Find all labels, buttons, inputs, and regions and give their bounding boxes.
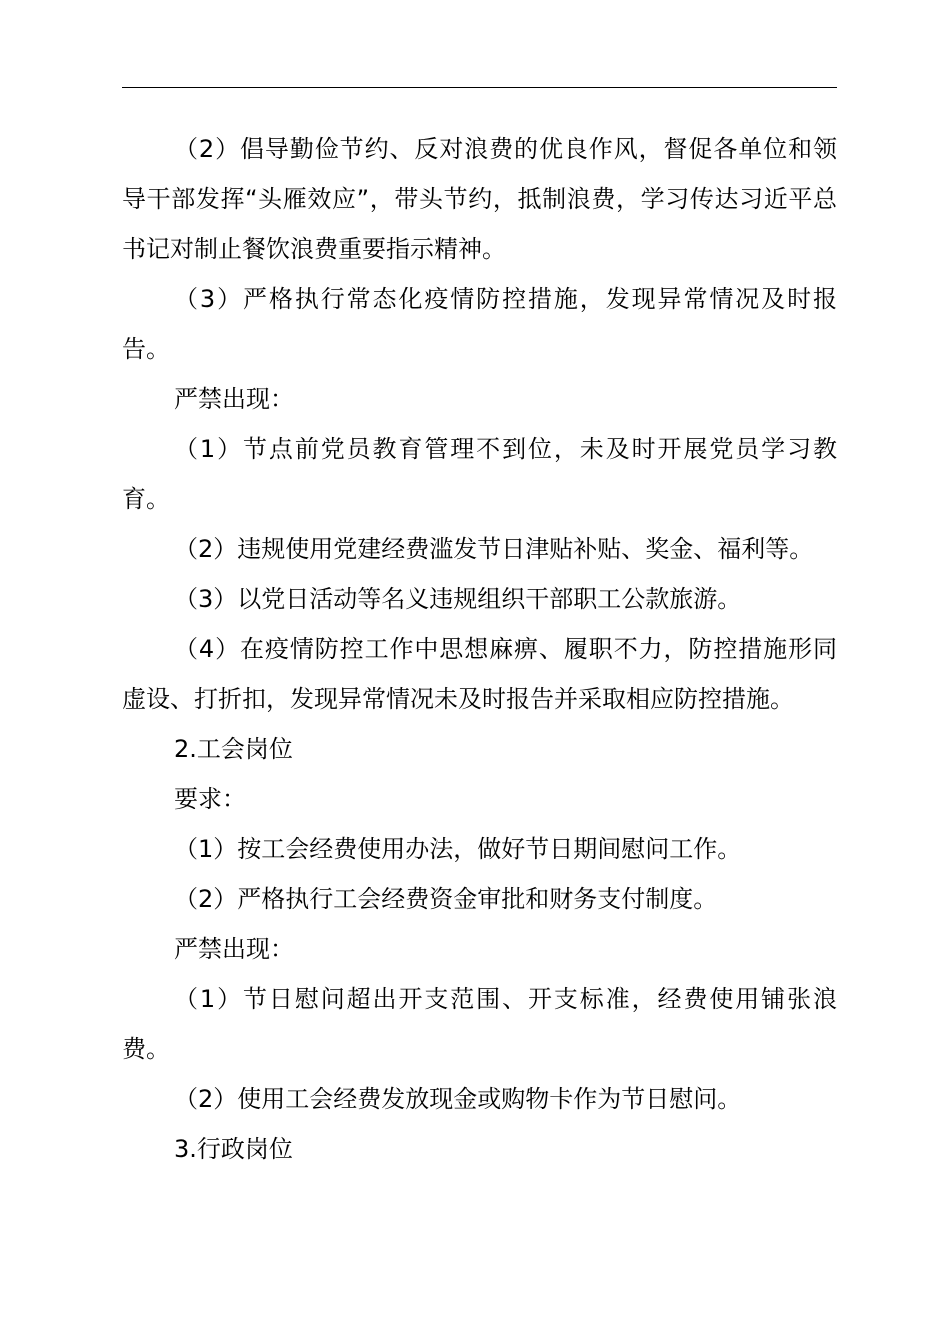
paragraph-prohibited-1: （1）节点前党员教育管理不到位，未及时开展党员学习教育。 <box>122 435 837 513</box>
paragraph-requirements-heading: 要求： <box>174 785 246 813</box>
paragraph-prohibited-2: （2）违规使用党建经费滥发节日津贴补贴、奖金、福利等。 <box>174 535 814 563</box>
document-body <box>122 124 837 1174</box>
paragraph-union-req-1: （1）按工会经费使用办法，做好节日期间慰问工作。 <box>174 835 742 863</box>
paragraph-prohibited-heading: 严禁出现： <box>174 385 294 413</box>
paragraph-union-prohibited-heading: 严禁出现： <box>174 935 294 963</box>
section-heading-admin: 3.行政岗位 <box>174 1135 293 1163</box>
paragraph-union-prohibited-1: （1）节日慰问超出开支范围、开支标准，经费使用铺张浪费。 <box>122 985 837 1063</box>
paragraph-union-prohibited-2: （2）使用工会经费发放现金或购物卡作为节日慰问。 <box>174 1085 742 1113</box>
paragraph-party-thrift: （2）倡导勤俭节约、反对浪费的优良作风，督促各单位和领导干部发挥“头雁效应”，带头节约，抵制浪费，学习传达习近平总书记对制止餐饮浪费重要指示精神。 <box>122 135 837 263</box>
paragraph-union-req-2: （2）严格执行工会经费资金审批和财务支付制度。 <box>174 885 718 913</box>
paragraph-prohibited-3: （3）以党日活动等名义违规组织干部职工公款旅游。 <box>174 585 742 613</box>
header-rule <box>122 87 837 88</box>
paragraph-party-epidemic: （3）严格执行常态化疫情防控措施，发现异常情况及时报告。 <box>122 285 837 363</box>
paragraph-prohibited-4: （4）在疫情防控工作中思想麻痹、履职不力，防控措施形同虚设、打折扣，发现异常情况未及时报告并采取相应防控措施。 <box>122 635 837 713</box>
section-heading-union: 2.工会岗位 <box>174 735 293 763</box>
